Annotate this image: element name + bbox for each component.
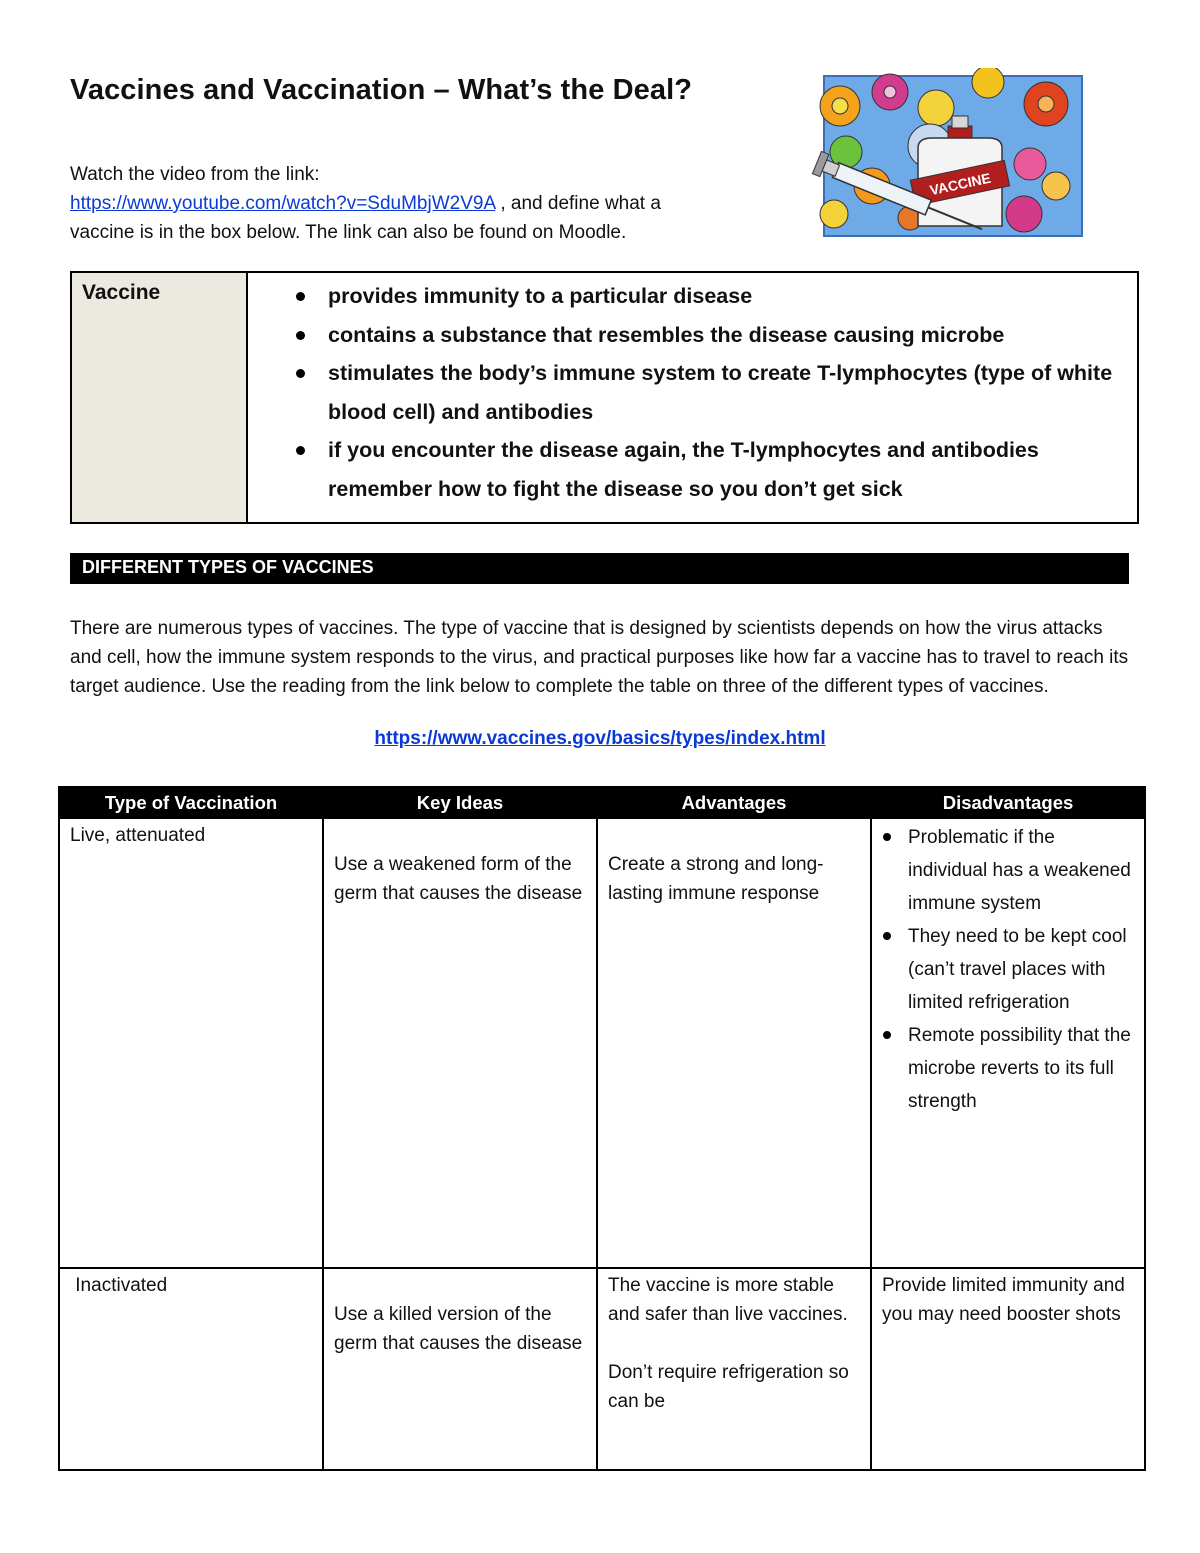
disadvantage-item: Problematic if the individual has a weakened immune system [908,821,1134,920]
intro-text [70,160,790,247]
vaccine-types-table [58,786,1146,1471]
disadvantage-item: Remote possibility that the microbe reverts to its full strength [908,1019,1134,1118]
type-cell [59,1268,323,1470]
key-ideas-text: Use a killed version of the germ that causes the disease [334,1304,583,1354]
advantages-text: The vaccine is more stable and safer than live vaccines. [608,1275,848,1325]
types-paragraph: There are numerous types of vaccines. The type of vaccine that is designed by scientists depends on how the virus attacks and cell, how the immune system responds to the virus, and practical purposes like how far a vaccine has to travel to reach its target audience. Use the reading from the link below to complete the table on three of the different types of vaccines. [70,618,1129,697]
vaccine-point: provides immunity to a particular disease [328,277,1119,316]
header-disadvantages: Disadvantages [871,787,1145,818]
section-heading: DIFFERENT TYPES OF VACCINES [70,553,1129,584]
header-type: Type of Vaccination [59,787,323,818]
advantages-text-2: Don’t require refrigeration so can be [608,1362,849,1412]
advantages-text: Create a strong and long-lasting immune response [608,854,824,904]
intro-after-link: , and define what a [495,193,661,214]
disadvantage-item: They need to be kept cool (can’t travel places with limited refrigeration [908,920,1134,1019]
table-row [59,818,1145,1268]
disadvantages-text: Provide limited immunity and you may need booster shots [882,1275,1125,1325]
youtube-link[interactable]: https://www.youtube.com/watch?v=SduMbjW2V9A [70,193,496,214]
type-inactivated: Inactivated [75,1275,168,1296]
header-key-ideas: Key Ideas [323,787,597,818]
clipart-label: VACCINE [928,169,993,199]
vaccine-point: stimulates the body’s immune system to create T-lymphocytes (type of white blood cell) and antibodies [328,354,1119,431]
vaccines-gov-link[interactable]: https://www.vaccines.gov/basics/types/index.html [374,728,826,749]
type-cell [59,818,323,1268]
key-ideas-cell [323,818,597,1268]
intro-line-3: vaccine is in the box below. The link can also be found on Moodle. [70,222,627,243]
vaccine-definition-box [70,271,1139,524]
vaccine-label: Vaccine [72,273,248,522]
key-ideas-text: Use a weakened form of the germ that causes the disease [334,854,583,904]
vaccine-definition [248,273,1137,522]
header-advantages: Advantages [597,787,871,818]
disadvantages-cell [871,1268,1145,1470]
advantages-cell [597,1268,871,1470]
advantages-cell [597,818,871,1268]
table-header-row [59,787,1145,818]
vaccine-point: if you encounter the disease again, the T-lymphocytes and antibodies remember how to fight the disease so you don’t get sick [328,431,1119,508]
vaccine-point: contains a substance that resembles the disease causing microbe [328,316,1119,355]
disadvantages-cell [871,818,1145,1268]
intro-line-1: Watch the video from the link: [70,164,320,185]
vaccine-clipart-icon [810,68,1096,244]
key-ideas-cell [323,1268,597,1470]
type-live-attenuated: Live, attenuated [70,825,206,846]
page-title: Vaccines and Vaccination – What’s the Deal? [70,74,693,106]
table-row [59,1268,1145,1470]
